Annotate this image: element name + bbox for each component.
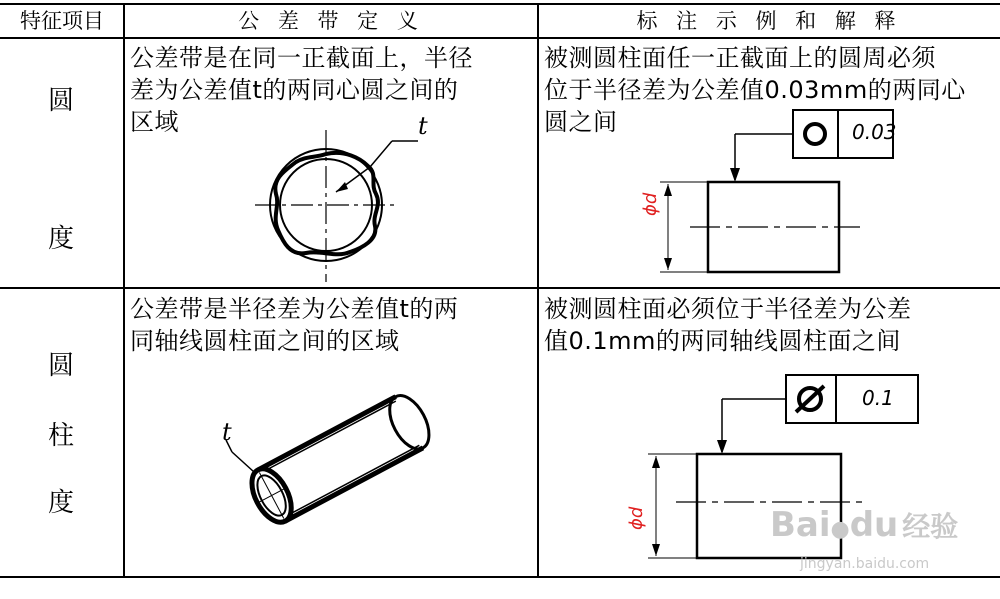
- example-line: 位于半径差为公差值0.03mm的两同心: [544, 76, 966, 104]
- header-feature: 特征项目: [20, 9, 104, 33]
- definition-line: 公差带是在同一正截面上，半径: [130, 44, 473, 72]
- feature-cylindricity-char-2: 柱: [48, 421, 75, 451]
- baidu-watermark-logo: [770, 505, 958, 545]
- cylindricity-frame-value: 0.1: [862, 386, 894, 410]
- watermark-brand2: du: [849, 505, 899, 545]
- example-line: 被测圆柱面任一正截面上的圆周必须: [544, 44, 936, 72]
- roundness-frame-value: 0.03: [852, 120, 897, 144]
- feature-roundness-char-2: 度: [48, 224, 75, 254]
- feature-cylindricity-char-3: 度: [48, 488, 75, 518]
- baidu-watermark-url: jingyan.baidu.com: [800, 556, 930, 572]
- feature-roundness-char-1: 圆: [48, 86, 75, 116]
- watermark-brand: Bai: [770, 505, 831, 545]
- definition-line: 区域: [130, 108, 179, 136]
- definition-line: 同轴线圆柱面之间的区域: [130, 327, 400, 355]
- watermark-cn: 经验: [902, 510, 959, 543]
- roundness-dim-label: ϕd: [640, 192, 661, 216]
- cylindricity-dim-label: ϕd: [626, 506, 647, 530]
- example-line: 圆之间: [544, 108, 618, 136]
- header-example: 标 注 示 例 和 解 释: [636, 9, 902, 33]
- cylindricity-t-label: t: [222, 418, 232, 446]
- paw-icon: ●: [830, 517, 850, 542]
- roundness-t-label: t: [418, 112, 428, 140]
- header-definition: 公 差 带 定 义: [238, 9, 424, 33]
- example-line: 值0.1mm的两同轴线圆柱面之间: [544, 327, 901, 355]
- definition-line: 差为公差值t的两同心圆之间的: [130, 76, 459, 104]
- example-line: 被测圆柱面必须位于半径差为公差: [544, 295, 912, 323]
- definition-line: 公差带是半径差为公差值t的两: [130, 295, 459, 323]
- feature-cylindricity-char-1: 圆: [48, 351, 75, 381]
